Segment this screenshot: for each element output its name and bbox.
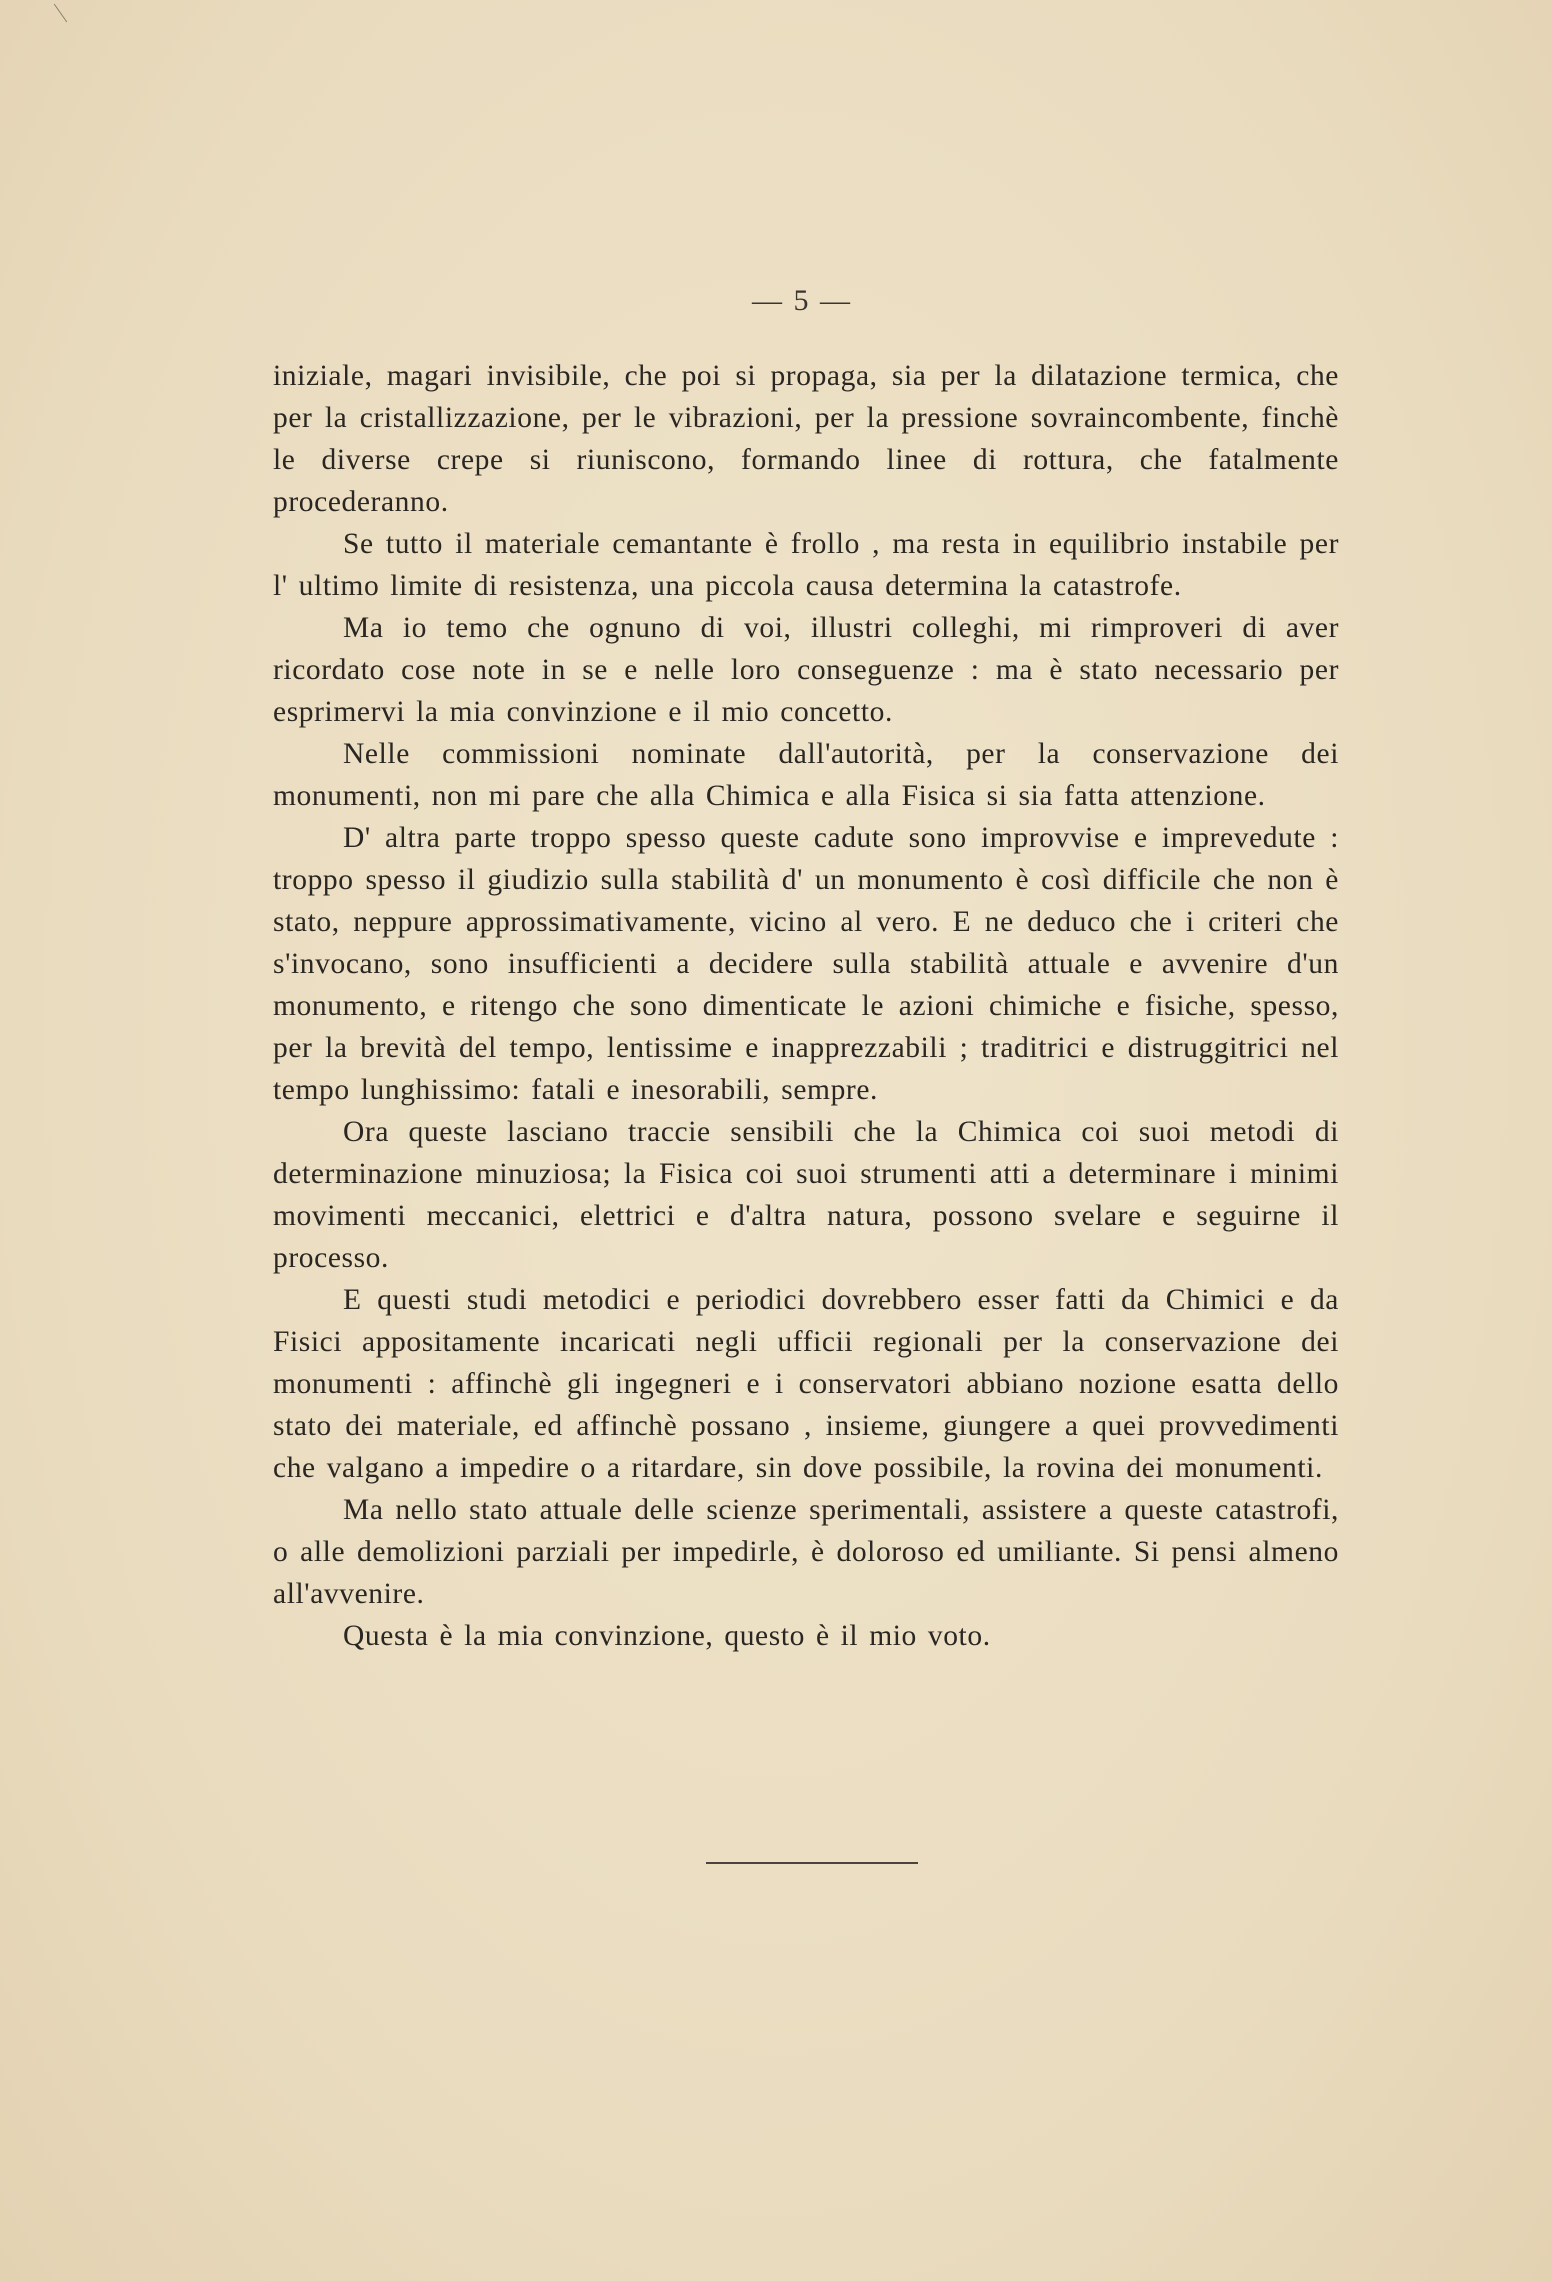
paragraph: Ora queste lasciano traccie sensibili che la Chimica coi suoi metodi di determinazione minuziosa; la Fisica coi suoi strumenti atti a determinare i minimi movimenti meccanici, elettrici e d'altra natura, possono svelare e seguirne il processo.: [273, 1116, 1339, 1274]
paragraph: Ma io temo che ognuno di voi, illustri colleghi, mi rimproveri di aver ricordato cose note in se e nelle loro conseguenze : ma è stato necessario per esprimervi la mia convinzione e il mio concetto.: [273, 612, 1339, 728]
page-number: — 5 —: [752, 284, 852, 317]
closing-paragraph: Questa è la mia convinzione, questo è il mio voto.: [343, 1620, 991, 1652]
end-rule: [706, 1862, 918, 1864]
paragraph: D' altra parte troppo spesso queste cadute sono improvvise e imprevedute : troppo spesso il giudizio sulla stabilità d' un monumento è così difficile che non è stato, neppure approssimativamente, vicino al vero. E ne deduco che i criteri che s'invocano, sono insufficienti a decidere sulla stabilità attuale e avvenire d'un monumento, e ritengo che sono dimenticate le azioni chimiche e fisiche, spesso, per la brevità del tempo, lentissime e inapprezzabili ; traditrici e distruggitrici nel tempo lunghissimo: fatali e inesorabili, sempre.: [273, 822, 1339, 1106]
paragraph-continuation: iniziale, magari invisibile, che poi si propaga, sia per la dilatazione termica, che per la cristallizzazione, per le vibrazioni, per la pressione sovraincombente, finchè le diverse crepe si riuniscono, formando linee di rottura, che fatalmente procederanno.: [273, 360, 1339, 518]
paragraph: Nelle commissioni nominate dall'autorità, per la conservazione dei monumenti, non mi pare che alla Chimica e alla Fisica si sia fatta attenzione.: [273, 738, 1339, 812]
corner-scratch: [54, 4, 67, 23]
paragraph: Se tutto il materiale cemantante è frollo , ma resta in equilibrio instabile per l' ultimo limite di resistenza, una piccola causa determina la catastrofe.: [273, 528, 1339, 602]
paragraph: Ma nello stato attuale delle scienze sperimentali, assistere a queste catastrofi, o alle demolizioni parziali per impedirle, è doloroso ed umiliante. Si pensi almeno all'avvenire.: [273, 1494, 1339, 1610]
paragraph: E questi studi metodici e periodici dovrebbero esser fatti da Chimici e da Fisici appositamente incaricati negli ufficii regionali per la conservazione dei monumenti : affinchè gli ingegneri e i conservatori abbiano nozione esatta dello stato dei materiale, ed affinchè possano , insieme, giungere a quei provvedimenti che valgano a impedire o a ritardare, sin dove possibile, la rovina dei monumenti.: [273, 1284, 1339, 1484]
body-text: [273, 355, 1339, 1657]
